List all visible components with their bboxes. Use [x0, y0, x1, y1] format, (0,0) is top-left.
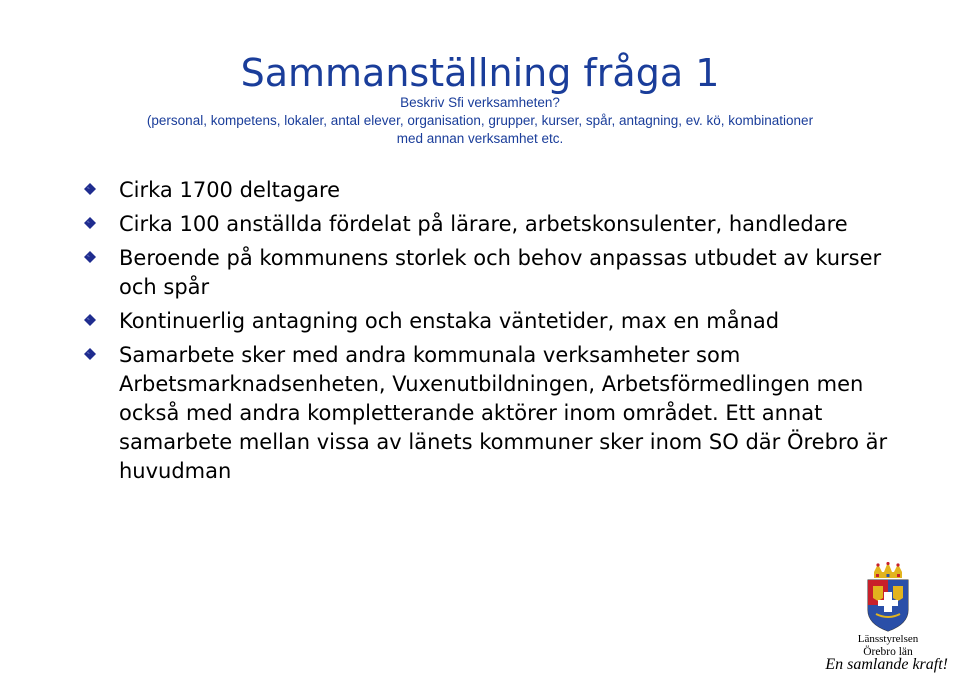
diamond-bullet-icon: [84, 251, 96, 263]
slide-subtitle: [60, 94, 900, 148]
subtitle-line: (personal, kompetens, lokaler, antal elever, organisation, grupper, kurser, spår, antagning, ev. kö, kombinationer: [146, 113, 814, 128]
diamond-bullet-icon: [84, 314, 96, 326]
diamond-bullet-icon: [84, 348, 96, 360]
slide-title: Sammanställning fråga 1: [240, 51, 720, 95]
bullet-text: Cirka 1700 deltagare: [119, 178, 341, 202]
bullet-item: [84, 244, 904, 302]
logo-name-line2: Örebro län: [863, 646, 913, 658]
bullet-text: Kontinuerlig antagning och enstaka väntetider, max en månad: [119, 309, 780, 333]
subtitle-line: med annan verksamhet etc.: [396, 131, 564, 146]
bullet-text: Samarbete sker med andra kommunala verksamheter som Arbetsmarknadsenheten, Vuxenutbildningen, Arbetsförmedlingen men också med andra kompletterande aktörer inom området. Ett annat samarbete mellan vissa av länets kommuner sker inom SO där Örebro är huvudman: [119, 343, 888, 483]
logo-slogan: En samlande kraft!: [825, 656, 948, 673]
bullet-text: Cirka 100 anställda fördelat på lärare, arbetskonsulenter, handledare: [119, 212, 848, 236]
coat-of-arms-icon: [864, 562, 912, 632]
subtitle-line: Beskriv Sfi verksamheten?: [400, 95, 560, 110]
bullet-item: [84, 341, 904, 486]
lansstyrelsen-logo: [818, 562, 958, 676]
bullet-item: [84, 210, 904, 239]
bullet-item: [84, 307, 904, 336]
diamond-bullet-icon: [84, 217, 96, 229]
bullet-text: Beroende på kommunens storlek och behov anpassas utbudet av kurser och spår: [119, 246, 882, 299]
logo-name-line1: Länsstyrelsen: [857, 633, 919, 645]
diamond-bullet-icon: [84, 183, 96, 195]
bullet-item: [84, 176, 904, 205]
bullet-list: [84, 176, 904, 491]
